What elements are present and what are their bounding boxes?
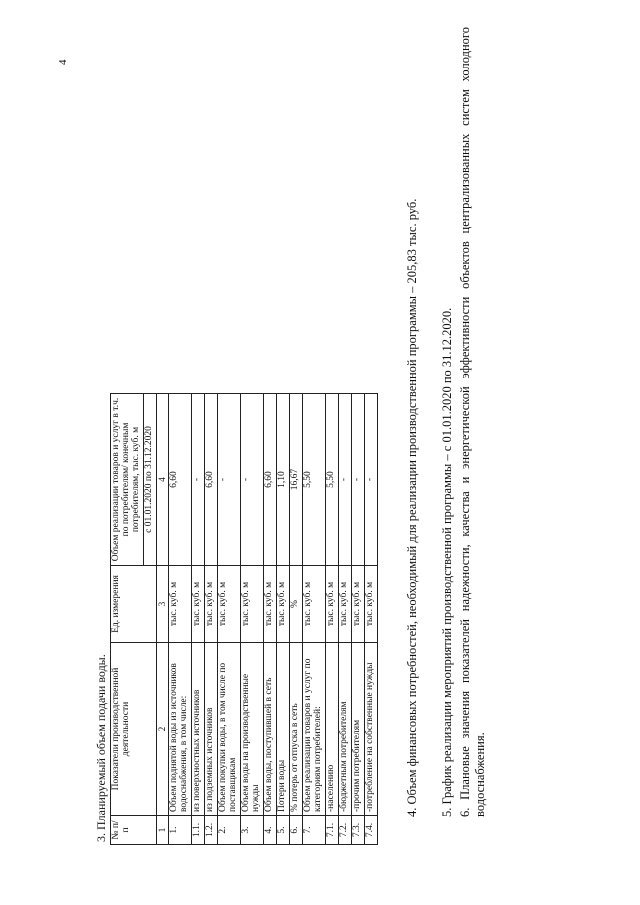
row-number: 4. bbox=[264, 816, 277, 845]
row-indicator: -потребление на собственные нужды bbox=[364, 643, 377, 816]
row-value: 6,60 bbox=[169, 394, 192, 566]
row-value: 5,50 bbox=[325, 394, 338, 566]
row-number: 7.4. bbox=[364, 816, 377, 845]
row-unit: тыс. куб. м bbox=[338, 566, 351, 643]
row-value: - bbox=[338, 394, 351, 566]
row-value: 5,50 bbox=[302, 394, 325, 566]
row-indicator: Объем воды на производственные нужды bbox=[241, 643, 264, 816]
row-number: 7.2. bbox=[338, 816, 351, 845]
row-unit: тыс. куб. м bbox=[192, 566, 205, 643]
row-unit: тыс. куб. м bbox=[325, 566, 338, 643]
table-row bbox=[338, 394, 351, 845]
table-header-row bbox=[111, 394, 144, 845]
row-number: 7.3. bbox=[351, 816, 364, 845]
table-row bbox=[169, 394, 192, 845]
row-unit: тыс. куб. м bbox=[351, 566, 364, 643]
row-indicator: Объем покупки воды, в том числе по поставщикам bbox=[218, 643, 241, 816]
row-unit: тыс. куб. м bbox=[264, 566, 277, 643]
row-indicator: Объем поднятой воды из источников водоснабжения, в том числе: bbox=[169, 643, 192, 816]
row-value: - bbox=[364, 394, 377, 566]
row-number: 7. bbox=[302, 816, 325, 845]
row-number: 1.1. bbox=[192, 816, 205, 845]
column-number: 2 bbox=[156, 643, 168, 816]
row-value: - bbox=[192, 394, 205, 566]
row-indicator: -прочим потребителям bbox=[351, 643, 364, 816]
column-number: 1 bbox=[156, 816, 168, 845]
table-row bbox=[218, 394, 241, 845]
row-number: 7.1. bbox=[325, 816, 338, 845]
paragraph-planned-values: 6. Плановые значения показателей надежности, качества и энергетической эффективности объектов централизованных систем холодного водоснабжения. bbox=[458, 27, 487, 817]
row-number: 2. bbox=[218, 816, 241, 845]
section-title: 3. Планируемый объем подачи воды. bbox=[94, 654, 108, 842]
water-supply-table bbox=[110, 393, 378, 845]
row-unit: тыс. куб. м bbox=[277, 566, 290, 643]
row-unit: тыс. куб. м bbox=[169, 566, 192, 643]
row-indicator: % потерь от отпуска в сеть bbox=[290, 643, 303, 816]
table-row bbox=[302, 394, 325, 845]
row-indicator: из поверхностных источников bbox=[192, 643, 205, 816]
row-indicator: Объем воды, поступившей в сеть bbox=[264, 643, 277, 816]
row-indicator: из подземных источников bbox=[205, 643, 218, 816]
paragraph-financial-needs: 4. Объем финансовых потребностей, необходимый для реализации производственной программы – 205,83 тыс. руб. bbox=[405, 198, 419, 817]
table-row bbox=[325, 394, 338, 845]
header-value-title: Объем реализации товаров и услуг в т.ч. по потребителям/ конечным потребителям, тыс. куб. м bbox=[111, 394, 144, 566]
table-row bbox=[241, 394, 264, 845]
row-value: 6,60 bbox=[205, 394, 218, 566]
row-unit: тыс. куб. м bbox=[218, 566, 241, 643]
header-indicator: Показатели производственной деятельности bbox=[111, 643, 157, 816]
row-value: - bbox=[351, 394, 364, 566]
table-row bbox=[364, 394, 377, 845]
row-indicator: -населению bbox=[325, 643, 338, 816]
paragraph-schedule: 5. График реализации мероприятий производственной программы – с 01.01.2020 по 31.12.2020. bbox=[440, 307, 454, 817]
row-number: 6. bbox=[290, 816, 303, 845]
header-period: с 01.01.2020 по 31.12.2020 bbox=[143, 394, 156, 566]
header-num: № п/п bbox=[111, 816, 157, 845]
row-indicator: Потери воды bbox=[277, 643, 290, 816]
table-row bbox=[205, 394, 218, 845]
table-row bbox=[192, 394, 205, 845]
row-unit: тыс. куб. м bbox=[205, 566, 218, 643]
page-number: 4 bbox=[57, 59, 69, 65]
table-row bbox=[264, 394, 277, 845]
table-row bbox=[290, 394, 303, 845]
row-value: - bbox=[241, 394, 264, 566]
table-row bbox=[277, 394, 290, 845]
row-number: 3. bbox=[241, 816, 264, 845]
row-unit: тыс. куб. м bbox=[302, 566, 325, 643]
row-value: 6,60 bbox=[264, 394, 277, 566]
table-row bbox=[351, 394, 364, 845]
row-indicator: -бюджетным потребителям bbox=[338, 643, 351, 816]
column-number-row bbox=[156, 394, 168, 845]
row-unit: тыс. куб. м bbox=[364, 566, 377, 643]
row-unit: тыс. куб. м bbox=[241, 566, 264, 643]
row-indicator: Объем реализации товаров и услуг по категориям потребителей: bbox=[302, 643, 325, 816]
row-value: - bbox=[218, 394, 241, 566]
row-value: 1,10 bbox=[277, 394, 290, 566]
row-number: 1. bbox=[169, 816, 192, 845]
row-value: 16,67 bbox=[290, 394, 303, 566]
column-number: 4 bbox=[156, 394, 168, 566]
header-unit: Ед. измерения bbox=[111, 566, 157, 643]
column-number: 3 bbox=[156, 566, 168, 643]
row-number: 5. bbox=[277, 816, 290, 845]
row-number: 1.2. bbox=[205, 816, 218, 845]
row-unit: % bbox=[290, 566, 303, 643]
